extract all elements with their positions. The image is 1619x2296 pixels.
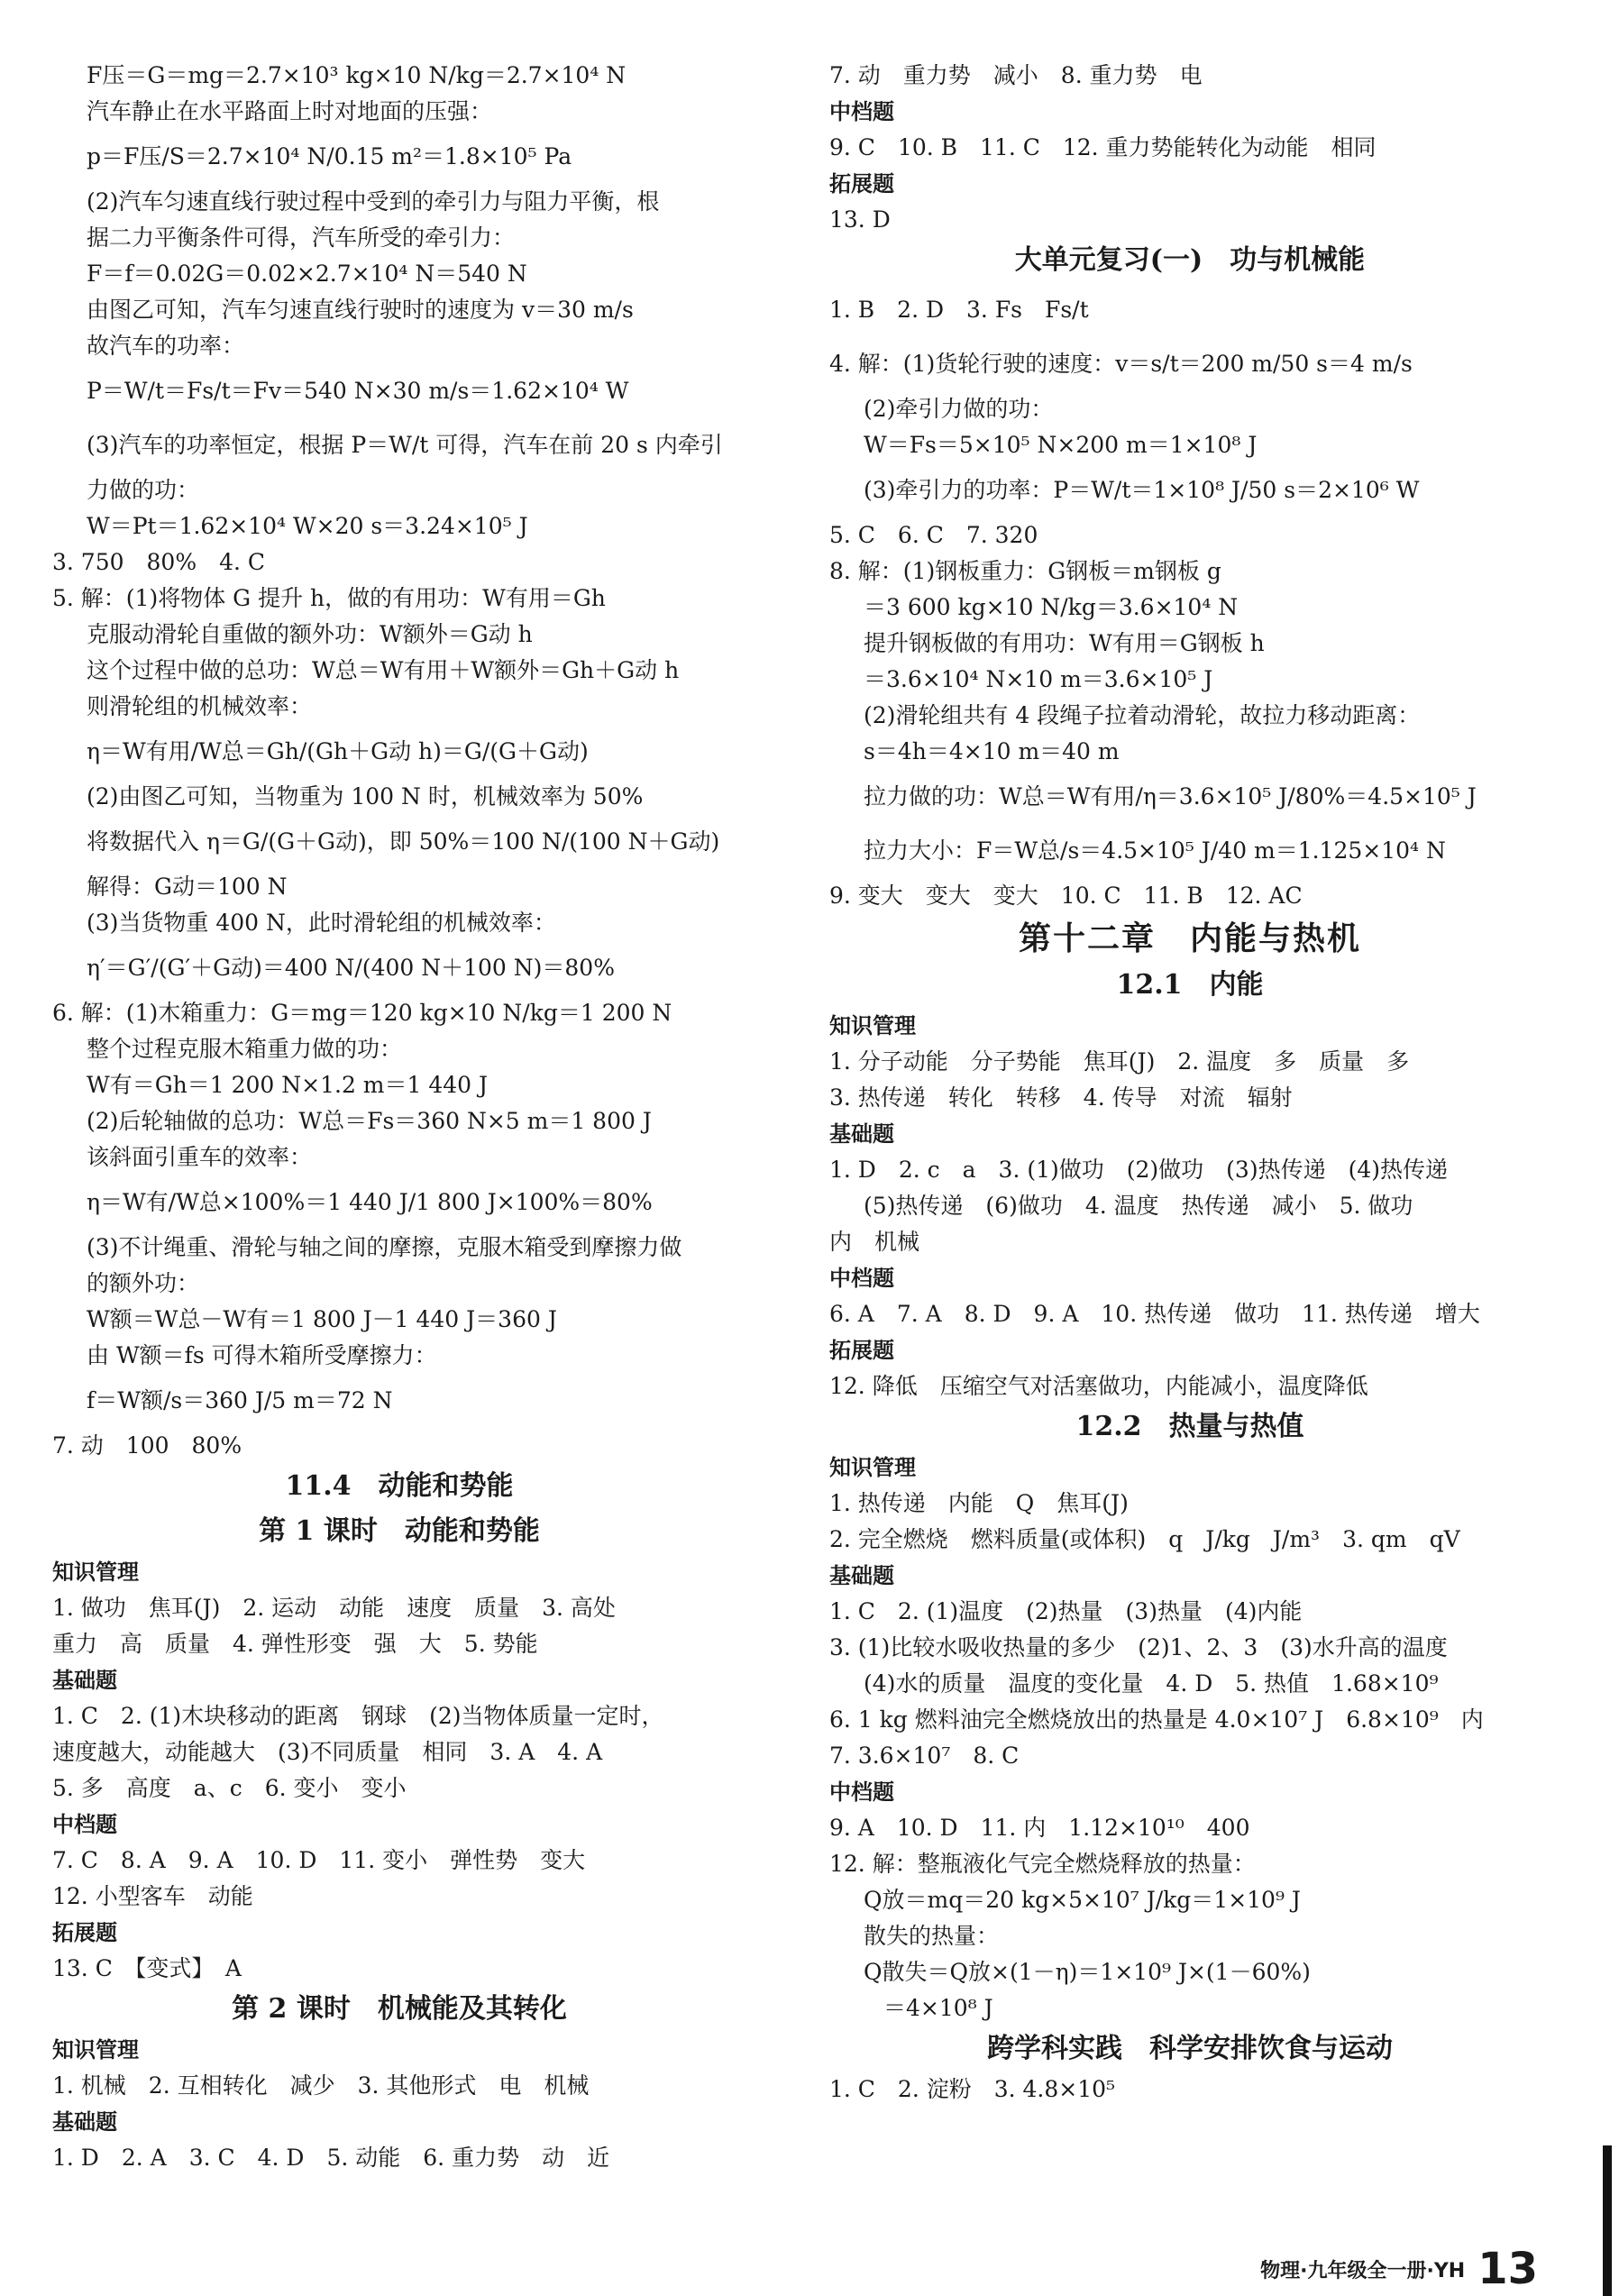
answer-line: 1. C 2. 淀粉 3. 4.8×10⁵ — [829, 2076, 1116, 2102]
answer-line: 1. C 2. (1)木块移动的距离 钢球 (2)当物体质量一定时， — [52, 1703, 664, 1729]
answer-line: 整个过程克服木箱重力做的功： — [87, 1036, 403, 1062]
footer-book-info: 物理·九年级全一册·YH — [1260, 2259, 1466, 2282]
answer-line: 8. 解：(1)钢板重力：G钢板＝m钢板 g — [829, 558, 1221, 584]
section-title: 大单元复习(一) 功与机械能 — [1014, 244, 1366, 276]
answer-line: 7. 3.6×10⁷ 8. C — [829, 1743, 1020, 1769]
page-footer — [1260, 2244, 1538, 2294]
answer-line: 1. B 2. D 3. Fs Fs/t — [829, 297, 1089, 323]
answer-line: η′＝G′/(G′＋G动)＝400 N/(400 N＋100 N)＝80% — [87, 955, 615, 981]
answer-line: 拉力做的功：W总＝W有用/η＝3.6×10⁵ J/80%＝4.5×10⁵ J — [864, 783, 1477, 810]
subsection-label: 中档题 — [829, 1779, 894, 1805]
answer-line: W额＝W总－W有＝1 800 J－1 440 J＝360 J — [87, 1306, 557, 1332]
answer-line: 则滑轮组的机械效率： — [87, 693, 313, 719]
answer-line: 6. A 7. A 8. D 9. A 10. 热传递 做功 11. 热传递 增大 — [829, 1301, 1480, 1327]
answer-line: 克服动滑轮自重做的额外功：W额外＝G动 h — [87, 621, 533, 647]
answer-line: ＝3.6×10⁴ N×10 m＝3.6×10⁵ J — [864, 666, 1213, 692]
answer-line: P＝W/t＝Fs/t＝Fv＝540 N×30 m/s＝1.62×10⁴ W — [87, 378, 629, 404]
answer-line: 1. D 2. c a 3. (1)做功 (2)做功 (3)热传递 (4)热传递 — [829, 1157, 1448, 1183]
answer-line: 速度越大，动能越大 (3)不同质量 相同 3. A 4. A — [52, 1739, 603, 1765]
answer-line: 9. A 10. D 11. 内 1.12×10¹⁰ 400 — [829, 1815, 1250, 1841]
answer-line: 9. C 10. B 11. C 12. 重力势能转化为动能 相同 — [829, 134, 1377, 160]
answer-line: 力做的功： — [87, 477, 200, 503]
answer-line: 故汽车的功率： — [87, 333, 245, 359]
answer-line: 重力 高 质量 4. 弹性形变 强 大 5. 势能 — [52, 1631, 538, 1657]
answer-line: 9. 变大 变大 变大 10. C 11. B 12. AC — [829, 883, 1303, 909]
answer-line: 1. 做功 焦耳(J) 2. 运动 动能 速度 质量 3. 高处 — [52, 1595, 616, 1621]
answer-line: η＝W有用/W总＝Gh/(Gh＋G动 h)＝G/(G＋G动) — [87, 738, 589, 764]
subsection-label: 拓展题 — [52, 1919, 117, 1945]
right-column — [829, 58, 1550, 2108]
answer-line: 由图乙可知，汽车匀速直线行驶时的速度为 v＝30 m/s — [87, 297, 634, 323]
answer-line: (3)当货物重 400 N，此时滑轮组的机械效率： — [87, 910, 556, 936]
answer-line: 12. 解：整瓶液化气完全燃烧释放的热量： — [829, 1851, 1256, 1877]
left-column — [52, 58, 746, 2176]
answer-line: (2)后轮轴做的总功：W总＝Fs＝360 N×5 m＝1 800 J — [87, 1108, 652, 1134]
answer-line: Q散失＝Q放×(1－η)＝1×10⁹ J×(1－60%) — [864, 1959, 1311, 1985]
subsection-label: 基础题 — [829, 1121, 894, 1147]
answer-line: 7. C 8. A 9. A 10. D 11. 变小 弹性势 变大 — [52, 1847, 586, 1873]
answer-line: (3)牵引力的功率：P＝W/t＝1×10⁸ J/50 s＝2×10⁶ W — [864, 477, 1420, 503]
answer-line: 3. 热传递 转化 转移 4. 传导 对流 辐射 — [829, 1084, 1293, 1111]
answer-line: W＝Fs＝5×10⁵ N×200 m＝1×10⁸ J — [864, 432, 1258, 458]
subsection-label: 中档题 — [52, 1811, 117, 1837]
answer-line: 1. 热传递 内能 Q 焦耳(J) — [829, 1490, 1129, 1516]
subsection-label: 中档题 — [829, 98, 894, 124]
answer-line: 1. C 2. (1)温度 (2)热量 (3)热量 (4)内能 — [829, 1598, 1303, 1624]
answer-line: 3. (1)比较水吸收热量的多少 (2)1、2、3 (3)水升高的温度 — [829, 1634, 1448, 1660]
subsection-label: 中档题 — [829, 1265, 894, 1291]
chapter-title: 第十二章 内能与热机 — [1018, 919, 1361, 957]
answer-line: s＝4h＝4×10 m＝40 m — [864, 738, 1120, 764]
answer-line: (3)汽车的功率恒定，根据 P＝W/t 可得，汽车在前 20 s 内牵引 — [87, 432, 723, 458]
section-title: 跨学科实践 科学安排饮食与运动 — [987, 2033, 1393, 2064]
answer-line: (4)水的质量 温度的变化量 4. D 5. 热值 1.68×10⁹ — [864, 1670, 1439, 1697]
answer-line: 7. 动 100 80% — [52, 1432, 242, 1459]
subsection-label: 知识管理 — [829, 1012, 916, 1038]
answer-line: 6. 1 kg 燃料油完全燃烧放出的热量是 4.0×10⁷ J 6.8×10⁹ 内 — [829, 1706, 1484, 1733]
subsection-label: 知识管理 — [829, 1454, 916, 1480]
section-title: 11.4 动能和势能 — [285, 1470, 514, 1502]
subsection-label: 拓展题 — [829, 1337, 894, 1363]
answer-line: 1. 机械 2. 互相转化 减少 3. 其他形式 电 机械 — [52, 2072, 590, 2099]
subsection-label: 拓展题 — [829, 170, 894, 197]
answer-line: 5. C 6. C 7. 320 — [829, 522, 1038, 548]
answer-line: Q放＝mq＝20 kg×5×10⁷ J/kg＝1×10⁹ J — [864, 1887, 1301, 1913]
section-title: 第 1 课时 动能和势能 — [259, 1515, 540, 1547]
answer-line: 13. D — [829, 206, 891, 233]
answer-line: 由 W额＝fs 可得木箱所受摩擦力： — [87, 1342, 437, 1368]
answer-line: 这个过程中做的总功：W总＝W有用＋W额外＝Gh＋G动 h — [87, 657, 680, 683]
answer-line: 该斜面引重车的效率： — [87, 1144, 313, 1170]
answer-line: F＝f＝0.02G＝0.02×2.7×10⁴ N＝540 N — [87, 261, 527, 287]
subsection-label: 知识管理 — [52, 1559, 139, 1585]
answer-line: f＝W额/s＝360 J/5 m＝72 N — [87, 1387, 393, 1413]
answer-line: 的额外功： — [87, 1270, 200, 1296]
answer-line: (5)热传递 (6)做功 4. 温度 热传递 减小 5. 做功 — [864, 1193, 1413, 1219]
subsection-label: 基础题 — [829, 1562, 894, 1588]
answer-line: 7. 动 重力势 减小 8. 重力势 电 — [829, 62, 1203, 88]
answer-line: 汽车静止在水平路面上时对地面的压强： — [87, 98, 493, 124]
answer-line: 1. 分子动能 分子势能 焦耳(J) 2. 温度 多 质量 多 — [829, 1048, 1410, 1075]
answer-line: 13. C 【变式】 A — [52, 1955, 242, 1981]
answer-line: η＝W有/W总×100%＝1 440 J/1 800 J×100%＝80% — [87, 1189, 653, 1215]
answer-line: 提升钢板做的有用功：W有用＝G钢板 h — [864, 630, 1265, 656]
answer-line: (2)牵引力做的功： — [864, 396, 1054, 422]
answer-line: 解得：G动＝100 N — [87, 874, 288, 900]
answer-line: (2)滑轮组共有 4 段绳子拉着动滑轮，故拉力移动距离： — [864, 702, 1421, 728]
answer-line: F压＝G＝mg＝2.7×10³ kg×10 N/kg＝2.7×10⁴ N — [87, 62, 627, 88]
answer-line: 6. 解：(1)木箱重力：G＝mg＝120 kg×10 N/kg＝1 200 N — [52, 1000, 672, 1026]
answer-line: ＝3 600 kg×10 N/kg＝3.6×10⁴ N — [864, 594, 1239, 620]
answer-line: (2)由图乙可知，当物重为 100 N 时，机械效率为 50% — [87, 783, 644, 810]
answer-line: 5. 解：(1)将物体 G 提升 h，做的有用功：W有用＝Gh — [52, 585, 606, 611]
subsection-label: 知识管理 — [52, 2036, 139, 2063]
answer-line: 4. 解：(1)货轮行驶的速度：v＝s/t＝200 m/50 s＝4 m/s — [829, 351, 1413, 377]
answer-line: 5. 多 高度 a、c 6. 变小 变小 — [52, 1775, 407, 1801]
answer-line: 据二力平衡条件可得，汽车所受的牵引力： — [87, 224, 516, 251]
answer-line: 1. D 2. A 3. C 4. D 5. 动能 6. 重力势 动 近 — [52, 2145, 610, 2171]
section-title: 12.2 热量与热值 — [1075, 1411, 1304, 1442]
answer-line: W＝Pt＝1.62×10⁴ W×20 s＝3.24×10⁵ J — [87, 513, 528, 539]
answer-line: p＝F压/S＝2.7×10⁴ N/0.15 m²＝1.8×10⁵ Pa — [87, 143, 572, 169]
answer-line: 12. 小型客车 动能 — [52, 1883, 253, 1909]
section-title: 12.1 内能 — [1116, 969, 1264, 1001]
answer-line: 散失的热量： — [864, 1923, 1000, 1949]
answer-line: 拉力大小：F＝W总/s＝4.5×10⁵ J/40 m＝1.125×10⁴ N — [864, 837, 1446, 864]
answer-line: 内 机械 — [829, 1229, 920, 1255]
page-edge-bar — [1603, 2145, 1612, 2296]
answer-line: (2)汽车匀速直线行驶过程中受到的牵引力与阻力平衡，根 — [87, 188, 660, 215]
section-title: 第 2 课时 机械能及其转化 — [232, 1993, 567, 2025]
subsection-label: 基础题 — [52, 1667, 117, 1693]
page-number: 13 — [1477, 2244, 1538, 2294]
answer-line: ＝4×10⁸ J — [883, 1995, 993, 2021]
answer-line: 将数据代入 η＝G/(G＋G动)，即 50%＝100 N/(100 N＋G动) — [87, 828, 720, 855]
answer-line: (3)不计绳重、滑轮与轴之间的摩擦，克服木箱受到摩擦力做 — [87, 1234, 682, 1260]
answer-line: 2. 完全燃烧 燃料质量(或体积) q J/kg J/m³ 3. qm qV — [829, 1526, 1460, 1552]
answer-line: 12. 降低 压缩空气对活塞做功，内能减小，温度降低 — [829, 1373, 1368, 1399]
answer-line: 3. 750 80% 4. C — [52, 549, 266, 575]
answer-line: W有＝Gh＝1 200 N×1.2 m＝1 440 J — [87, 1072, 489, 1098]
subsection-label: 基础题 — [52, 2108, 117, 2135]
